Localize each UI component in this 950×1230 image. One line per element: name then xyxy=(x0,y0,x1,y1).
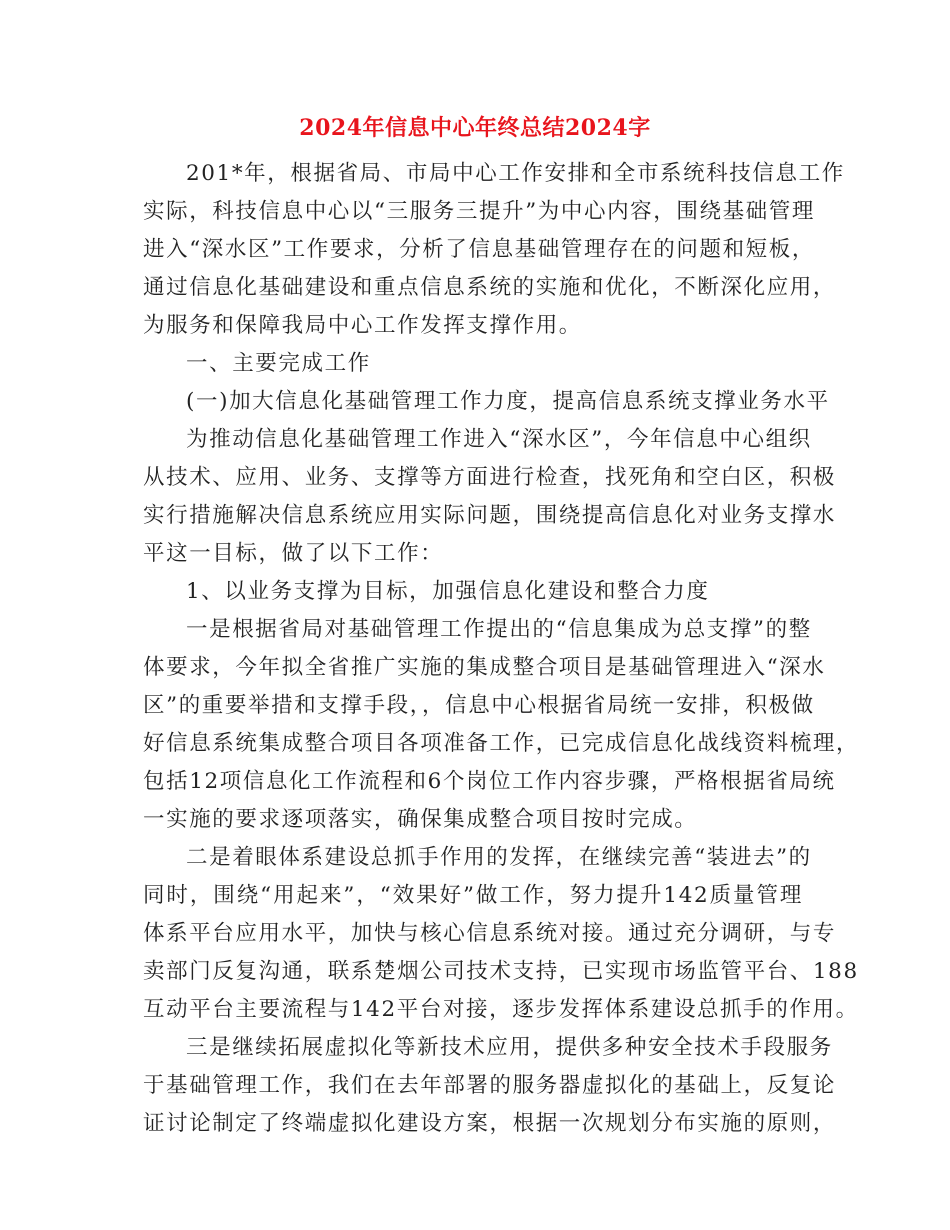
paragraph-line: 体系平台应用水平，加快与核心信息系统对接。通过充分调研，与专 xyxy=(143,921,837,946)
document-title: 2024年信息中心年终总结2024字 xyxy=(299,115,651,141)
paragraph-line: 进入“深水区”工作要求，分析了信息基础管理存在的问题和短板， xyxy=(143,237,815,262)
paragraph-line: 从技术、应用、业务、支撑等方面进行检查，找死角和空白区，积极 xyxy=(143,465,837,490)
item-heading: 1、以业务支撑为目标，加强信息化建设和整合力度 xyxy=(186,579,710,604)
section-heading: 一、主要完成工作 xyxy=(186,351,371,376)
paragraph-line: 一是根据省局对基础管理工作提出的“信息集成为总支撑”的整 xyxy=(186,617,812,642)
paragraph-line: 同时，围绕“用起来”，“效果好”做工作，努力提升142质量管理 xyxy=(143,883,803,908)
paragraph-line: 实际，科技信息中心以“三服务三提升”为中心内容，围绕基础管理 xyxy=(143,199,815,224)
paragraph-line: 一实施的要求逐项落实，确保集成整合项目按时完成。 xyxy=(143,807,698,832)
paragraph-line: 卖部门反复沟通，联系楚烟公司技术支持，已实现市场监管平台、188 xyxy=(143,959,859,984)
paragraph-line: 好信息系统集成整合项目各项准备工作，已完成信息化战线资料梳理， xyxy=(143,731,860,756)
paragraph-line: 证讨论制定了终端虚拟化建设方案，根据一次规划分布实施的原则， xyxy=(143,1111,837,1136)
paragraph-line: 二是着眼体系建设总抓手作用的发挥，在继续完善“装进去”的 xyxy=(186,845,812,870)
paragraph-line: 通过信息化基础建设和重点信息系统的实施和优化，不断深化应用， xyxy=(143,275,837,300)
paragraph-line: 区”的重要举措和支撑手段，，信息中心根据省局统一安排，积极做 xyxy=(143,693,815,718)
paragraph-line: 于基础管理工作，我们在去年部署的服务器虚拟化的基础上，反复论 xyxy=(143,1073,837,1098)
subsection-heading: (一)加大信息化基础管理工作力度，提高信息系统支撑业务水平 xyxy=(186,389,830,414)
paragraph-line: 实行措施解决信息系统应用实际问题，围绕提高信息化对业务支撑水 xyxy=(143,503,837,528)
paragraph-line: 互动平台主要流程与142平台对接，逐步发挥体系建设总抓手的作用。 xyxy=(143,997,859,1022)
paragraph-line: 包括12项信息化工作流程和6个岗位工作内容步骤，严格根据省局统 xyxy=(143,769,836,794)
paragraph-line: 为服务和保障我局中心工作发挥支撑作用。 xyxy=(143,313,582,338)
paragraph-line: 平这一目标，做了以下工作： xyxy=(143,541,444,566)
paragraph-line: 201*年，根据省局、市局中心工作安排和全市系统科技信息工作 xyxy=(186,161,845,186)
paragraph-line: 体要求，今年拟全省推广实施的集成整合项目是基础管理进入“深水 xyxy=(143,655,826,680)
paragraph-line: 三是继续拓展虚拟化等新技术应用，提供多种安全技术手段服务 xyxy=(186,1035,833,1060)
paragraph-line: 为推动信息化基础管理工作进入“深水区”，今年信息中心组织 xyxy=(186,427,812,452)
